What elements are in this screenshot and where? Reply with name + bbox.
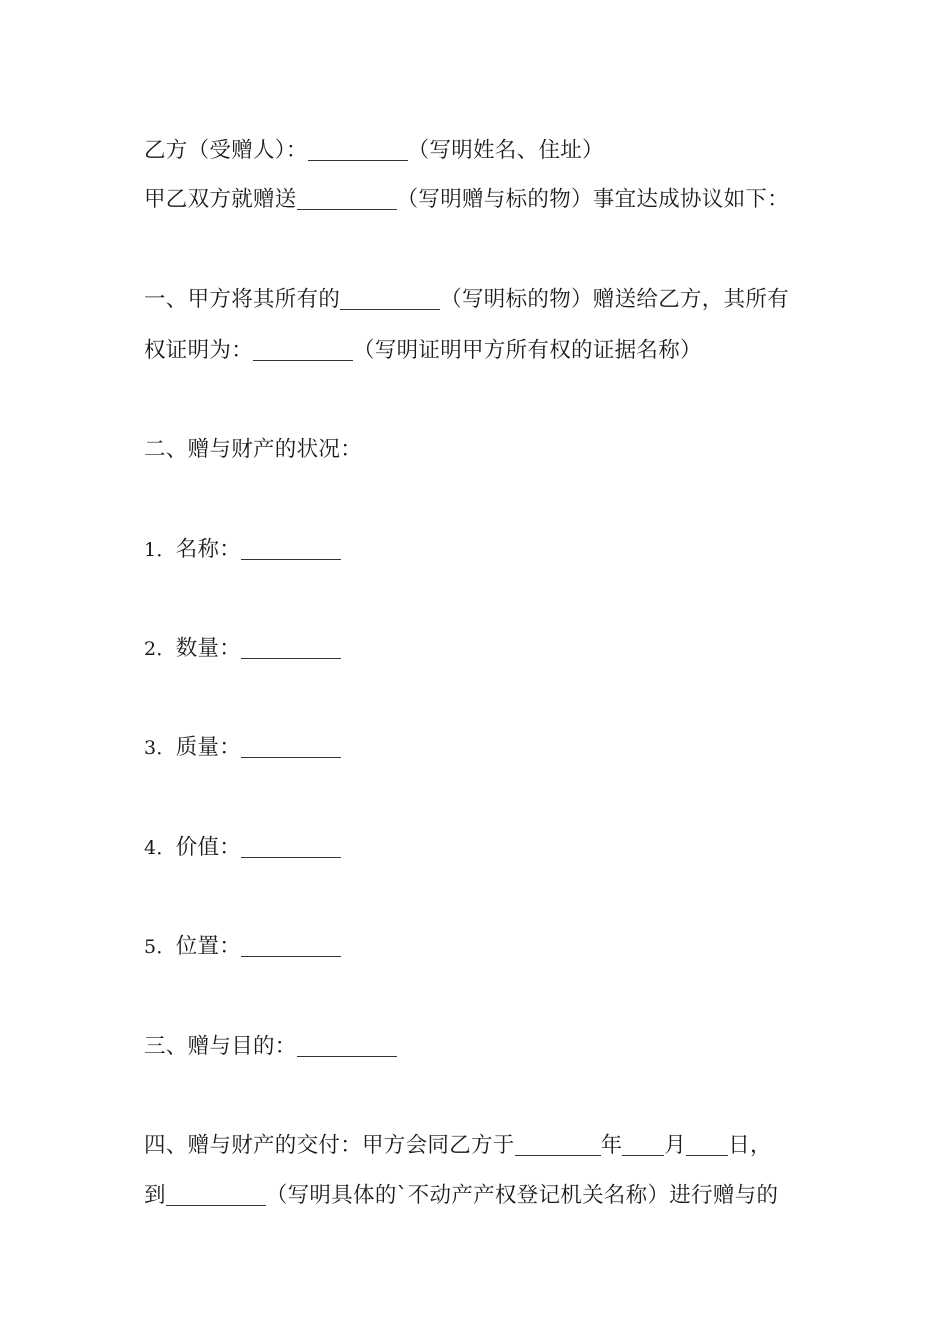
item-blank[interactable] xyxy=(241,537,341,560)
item-row xyxy=(144,932,341,962)
clause-1-suffix: （写明标的物）赠送给乙方，其所有 xyxy=(440,287,790,312)
subject-matter-blank[interactable] xyxy=(340,287,440,310)
day-label: 日， xyxy=(728,1133,772,1158)
item-label: 质量： xyxy=(175,735,242,760)
item-row xyxy=(144,634,341,664)
clause-4-line-1 xyxy=(144,1131,772,1161)
ownership-proof-blank[interactable] xyxy=(253,338,353,361)
item-number: 1． xyxy=(144,539,176,561)
item-label: 名称： xyxy=(175,537,242,562)
clause-3-line xyxy=(144,1032,397,1062)
donee-line xyxy=(144,136,604,166)
item-number: 3． xyxy=(144,737,176,759)
item-label: 数量： xyxy=(175,636,242,661)
clause-2-heading xyxy=(144,435,362,465)
item-label: 位置： xyxy=(175,934,242,959)
agreement-suffix: （写明赠与标的物）事宜达成协议如下： xyxy=(396,187,790,212)
clause-4-to: 到 xyxy=(144,1183,166,1208)
item-blank[interactable] xyxy=(241,636,341,659)
item-blank[interactable] xyxy=(241,835,341,858)
day-blank[interactable] xyxy=(686,1133,728,1156)
donee-hint: （写明姓名、住址） xyxy=(407,138,604,163)
month-label: 月 xyxy=(664,1133,687,1158)
item-number: 4． xyxy=(144,837,176,859)
agreement-line xyxy=(144,185,789,215)
ownership-proof-hint: （写明证明甲方所有权的证据名称） xyxy=(353,338,702,363)
item-row xyxy=(144,833,341,863)
donee-label: 乙方（受赠人）： xyxy=(144,138,308,163)
year-label: 年 xyxy=(600,1133,623,1158)
item-blank[interactable] xyxy=(241,934,341,957)
item-number: 2． xyxy=(144,638,176,660)
clause-3-title: 三、赠与目的： xyxy=(144,1034,297,1059)
month-blank[interactable] xyxy=(622,1133,664,1156)
clause-1-line-2 xyxy=(144,336,702,366)
ownership-proof-label: 权证明为： xyxy=(144,338,254,363)
clause-4-prefix: 四、赠与财产的交付：甲方会同乙方于 xyxy=(144,1133,515,1158)
donee-blank[interactable] xyxy=(308,138,408,161)
clause-4-suffix: （写明具体的`不动产产权登记机关名称）进行赠与的 xyxy=(265,1183,779,1208)
item-blank[interactable] xyxy=(241,735,341,758)
agreement-prefix: 甲乙双方就赠送 xyxy=(144,187,297,212)
item-row xyxy=(144,535,341,565)
registration-office-blank[interactable] xyxy=(166,1183,266,1206)
gift-subject-blank[interactable] xyxy=(297,187,397,210)
clause-4-line-2 xyxy=(144,1181,778,1211)
item-label: 价值： xyxy=(175,835,242,860)
item-row xyxy=(144,733,341,763)
item-number: 5． xyxy=(144,936,176,958)
clause-2-title: 二、赠与财产的状况： xyxy=(144,437,363,462)
gift-purpose-blank[interactable] xyxy=(297,1034,397,1057)
clause-1-prefix: 一、甲方将其所有的 xyxy=(144,287,341,312)
year-blank[interactable] xyxy=(515,1133,601,1156)
clause-1-line-1 xyxy=(144,285,789,315)
